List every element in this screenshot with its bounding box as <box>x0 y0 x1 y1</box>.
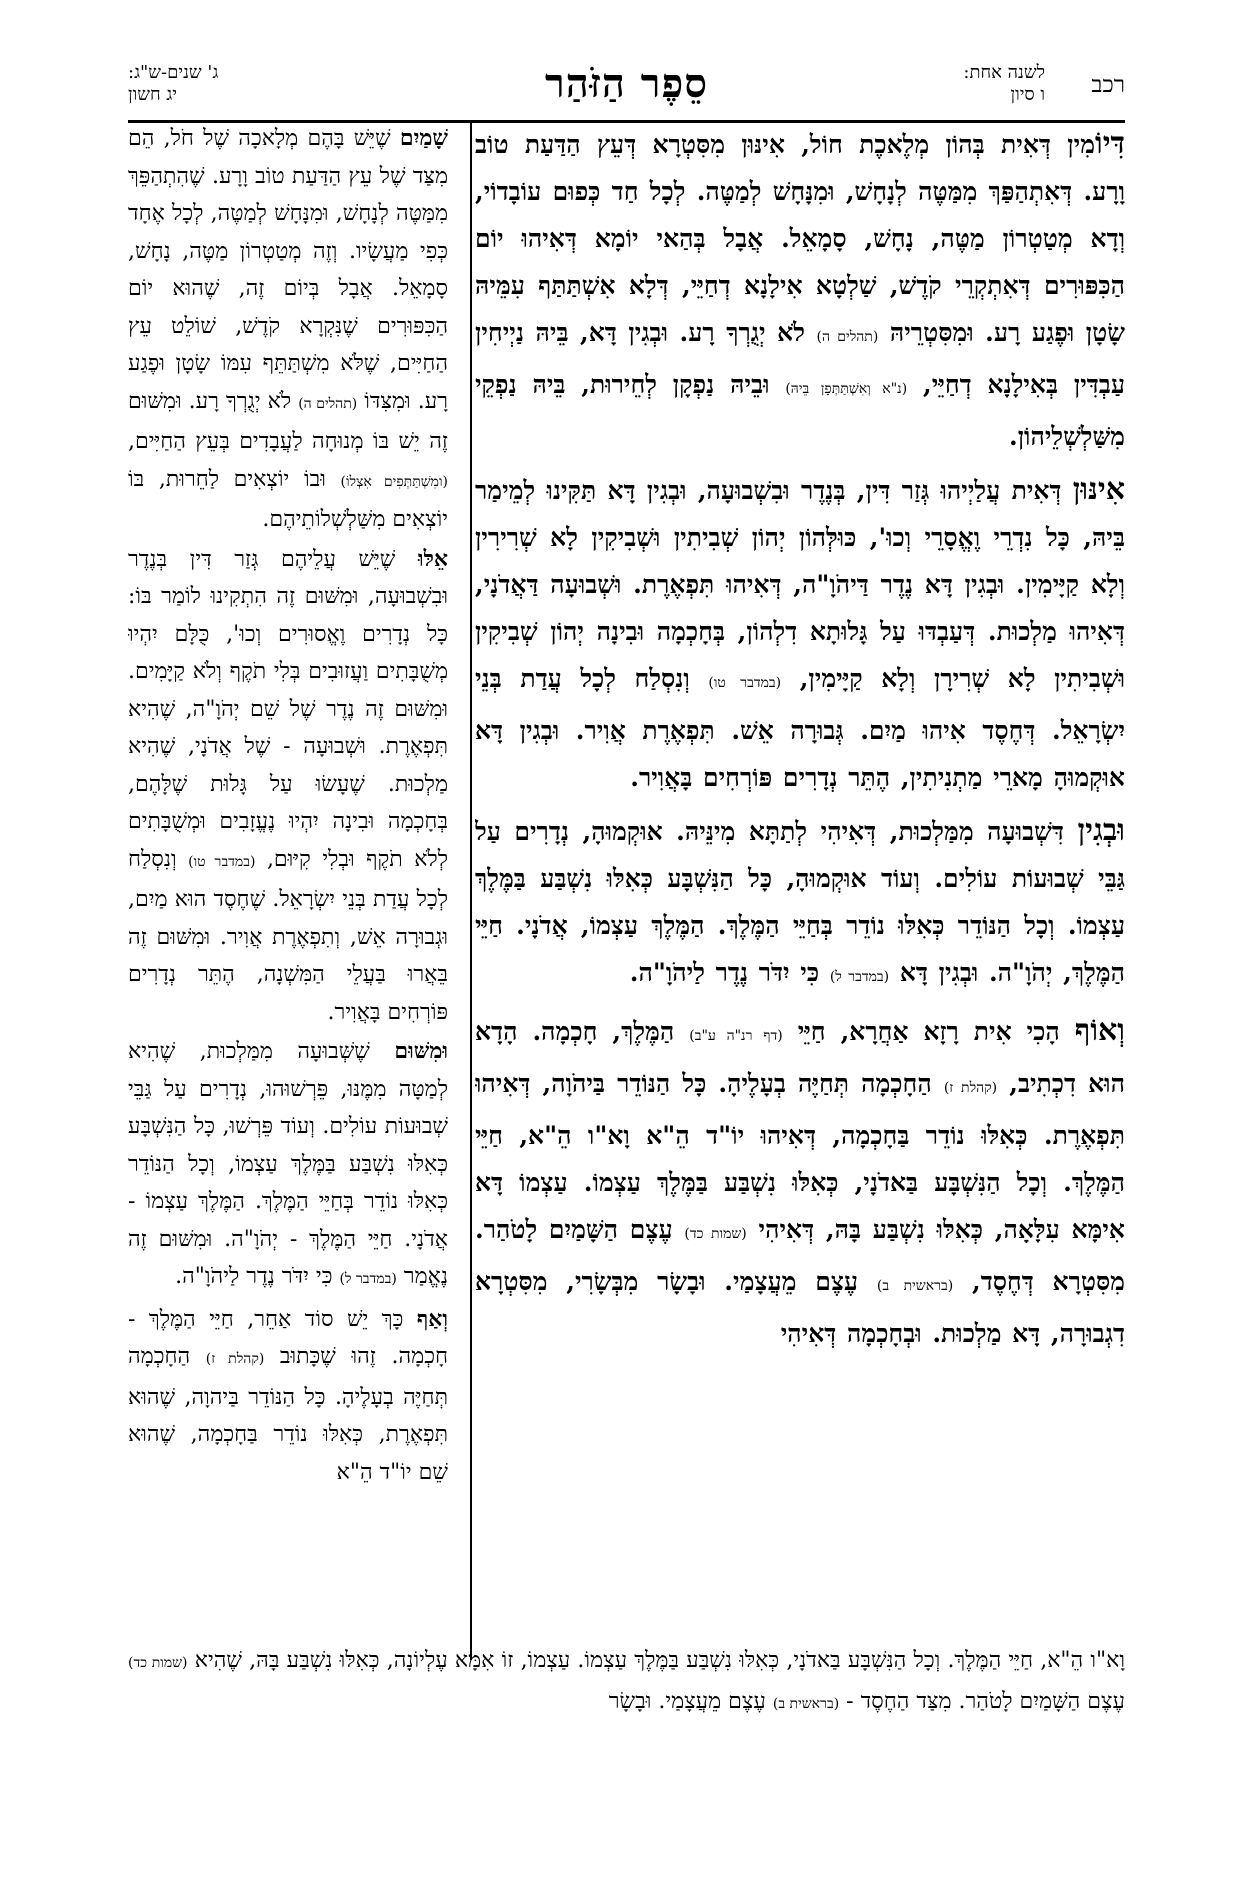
verse-reference: (תהלים ה) <box>816 329 879 345</box>
verse-reference: (שמות כד) <box>128 1655 188 1671</box>
verse-reference: (תהלים ה) <box>298 395 358 412</box>
verse-reference: (שמות כד) <box>684 1226 747 1242</box>
folio-reference: (דף רנ"ה ע"ב) <box>689 1028 783 1044</box>
side-paragraph-2: אֵלּוּ שֶׁיֵּשׁ עֲלֵיהֶם גְּזַר דִּין בְּנֶדֶר וּבִשְׁבוּעָה, וּמִשּׁוּם זֶה הִתְקִינוּ לוֹמַר בּוֹ: כָּל נְדָרִים וֶאֱסוּרִים וְכוּ', כֻּלָּם יִהְיוּ מְשֻׁבָּתִים וַעֲזוּבִים בְּלִי תֹקֶף וְלֹא קַיָּמִים. וּמִשּׁוּם זֶה נֶדֶר שֶׁל שֵׁם יְהֹוָ"ה, שֶׁהִיא תִּפְאֶרֶת. וּשְׁבוּעָה - שֶׁל אֲדֹנָי, שֶׁהִיא מַלְכוּת. שֶׁעָשׂוּ עַל גָּלוּת שֶׁלָּהֶם, בְּחָכְמָה וּבִינָה יִהְיוּ נֶעֱזָבִים וּמְשֻׁבָּתִים לְלֹא תֹקֶף וּבְלִי קִיּוּם, (במדבר טו) וְנִסְלַח לְכָל עֲדַת בְּנֵי יִשְׂרָאֵל. שֶׁחֶסֶד הוּא מַיִם, וּגְבוּרָה אֵשׁ, וְתִפְאֶרֶת אֲוִיר. וּמִשּׁוּם זֶה בֵּאֲרוּ בַּעֲלֵי הַמִּשְׁנָה, הֶתֵּר נְדָרִים פּוֹרְחִים בָּאֲוִיר. <box>128 545 448 1025</box>
main-paragraph-4: וְאוֹף הָכִי אִית רָזָא אַחֲרָא, חַיֵּי (דף רנ"ה ע"ב) הַמֶּלֶךְ, חָכְמָה. הָדָא הוּא דִכְתִיב, (קהלת ז) הַחָכְמָה תְּחַיֶּה בְעָלֶיהָ. כָּל הַנּוֹדֵר בַּיהֹוָה, דְּאִיהוּ תִּפְאֶרֶת. כְּאִלּוּ נוֹדֵר בַּחָכְמָה, דְּאִיהוּ יוֹ"ד הֵ"א וָא"ו הֵ"א, חַיֵּי הַמֶּלֶךְ. וְכָל הַנִּשְׁבָּע בַּאדֹנָי, כְּאִלּוּ נִשְׁבַּע בַּמֶּלֶךְ עַצְמוֹ. עַצְמוֹ דָּא אִימָּא עִלָּאָה, כְּאִלּוּ נִשְׁבַּע בָּהּ, דְּאִיהִי (שמות כד) עֶצֶם הַשָּׁמַיִם לָטֹהַר. מִסִּטְרָא דְּחֶסֶד, (בראשית ב) עֶצֶם מֵעֲצָמַי. וּבָשָׂר מִבְּשָׂרִי, מִסִּטְרָא דִגְבוּרָה, דָּא מַלְכוּת. וּבְחָכְמָה דְּאִיהִי <box>475 1013 1125 1348</box>
verse-reference: (קהלת ז) <box>205 1351 265 1367</box>
paragraph-lead-word: וְאוֹף <box>1074 1013 1125 1048</box>
paragraph-lead-word: אִינּוּן <box>1072 472 1125 507</box>
aramaic-column <box>475 120 1125 1620</box>
bottom-paragraph: וָא"ו הֵ"א, חַיֵּי הַמֶּלֶךְ. וְכָל הַנִּשְׁבָּע בַּאדֹנָי, כְּאִלּוּ נִשְׁבַּע בַּמֶּלֶךְ עַצְמוֹ. עַצְמוֹ, זוֹ אִמָּא עֶלְיוֹנָה, כְּאִלּוּ נִשְׁבַּע בָּהּ, שֶׁהִיא (שמות כד) עֶצֶם הַשָּׁמַיִם לָטֹהַר. מִצַּד הַחֶסֶד - (בראשית ב) עֶצֶם מֵעֲצָמַי. וּבָשָׂר <box>128 1648 1125 1714</box>
side-paragraph-1: שָׁמַיִם שֶׁיֵּשׁ בָּהֶם מְלָאכָה שֶׁל חֹל, הֵם מִצַּד שֶׁל עֵץ הַדַּעַת טוֹב וָרָע. שֶׁהִתְהַפֵּךְ מִמַּטֶּה לְנָחָשׁ, וּמִנָּחָשׁ לְמַטֶּה, לְכָל אֶחָד כְּפִי מַעֲשָׂיו. וְזֶה מְטַטְרוֹן מַטֶּה, נָחָשׁ, סָמָאֵל. אֲבָל בְּיוֹם זֶה, שֶׁהוּא יוֹם הַכִּפּוּרִים שֶׁנִּקְרָא קֹדֶשׁ, שׁוֹלֵט עֵץ הַחַיִּים, שֶׁלֹּא מִשְׁתַּתֵּף עִמּוֹ שָׂטָן וּפֶגַע רָע. וּמִצִּדּוֹ (תהלים ה) לֹא יְגֻרְךָ רָע. וּמִשּׁוּם זֶה יֵשׁ בּוֹ מְנוּחָה לַעֲבָדִים בְּעֵץ הַחַיִּים, (ומִשְׁתַּתְּפִים אִצְלוֹ) וּבוֹ יוֹצְאִים לַחֵרוּת, בּוֹ יוֹצְאִים מִשַּׁלְשְׁלוֹתֵיהֶם. <box>128 125 448 532</box>
column-divider <box>470 120 472 1660</box>
schedule-three-years: ג' שנים-ש"ג: <box>128 62 219 83</box>
paragraph-lead-word: וּמִשּׁוּם <box>394 1038 448 1064</box>
alternate-reading: (נ"א וְאִשְׁתַּתְּפָן בֵּיהּ) <box>785 381 908 397</box>
bottom-continuation <box>128 1642 1125 1742</box>
verse-reference: (במדבר טו) <box>188 853 256 870</box>
schedule-one-year: לשנה אחת: <box>963 62 1045 83</box>
schedule-one-year-date: ו סיון <box>1010 84 1045 105</box>
side-paragraph-3: וּמִשּׁוּם שֶׁשְּׁבוּעָה מִמַּלְכוּת, שֶׁהִיא לְמַטָּה מִמֶּנּוּ, פֵּרְשׁוּהוּ, נְדָרִים עַל גַּבֵּי שְׁבוּעוֹת עוֹלִים. וְעוֹד פֵּרְשׁוּ, כָּל הַנִּשְׁבָּע כְּאִלּוּ נִשְׁבַּע בַּמֶּלֶךְ עַצְמוֹ, וְכָל הַנּוֹדֵר כְּאִלּוּ נוֹדֵר בְּחַיֵּי הַמֶּלֶךְ. הַמֶּלֶךְ עַצְמוֹ - אֲדֹנָי. חַיֵּי הַמֶּלֶךְ - יְהֹוָ"ה. וּמִשּׁוּם זֶה נֶאֱמַר (במדבר ל) כִּי יִדֹּר נֶדֶר לַיהֹוָ"ה. <box>128 1038 448 1289</box>
main-paragraph-3: וּבְגִין דִּשְׁבוּעָה מִמַּלְכוּת, דְּאִיהִי לְתַתָּא מִינֵּיהּ. אוּקְמוּהָ, נְדָרִים עַל גַּבֵּי שְׁבוּעוֹת עוֹלִים. וְעוֹד אוּקְמוּהָ, כָּל הַנִּשְׁבָּע כְּאִלּוּ נִשְׁבַּע בַּמֶּלֶךְ עַצְמוֹ. וְכָל הַנּוֹדֵר כְּאִלּוּ נוֹדֵר בְּחַיֵּי הַמֶּלֶךְ. הַמֶּלֶךְ עַצְמוֹ, אֲדֹנָי. חַיֵּי הַמֶּלֶךְ, יְהֹוָ"ה. וּבְגִין דָּא (במדבר ל) כִּי יִדֹּר נֶדֶר לַיהֹוָ"ה. <box>475 813 1125 987</box>
verse-reference: (בראשית ב) <box>772 1695 840 1712</box>
paragraph-lead-word: וְאַף <box>416 1305 448 1332</box>
hebrew-translation-column <box>128 120 448 1620</box>
paragraph-lead-word: שָׁמַיִם <box>399 125 448 151</box>
verse-reference: (בראשית ב) <box>876 1278 954 1294</box>
verse-reference: (במדבר ל) <box>339 1271 397 1287</box>
page-header <box>128 60 1125 122</box>
paragraph-lead-word: דִּיוֹ <box>1095 126 1125 161</box>
three-year-schedule <box>128 62 218 106</box>
verse-reference: (במדבר טו) <box>708 675 782 691</box>
main-paragraph-2: אִינּוּן דְּאִית עֲלַיְיהוּ גְּזַר דִּין, בְּנֶדֶר וּבִשְׁבוּעָה, וּבְגִין דָּא תַּקִּינוּ לְמֵימַר בֵּיהּ, כָּל נִדְרֵי וֶאֱסָרֵי וְכוּ', כּוּלְּהוֹן יְהוֹן שְׁבִיתִין וּשְׁבִיקִין לָא שְׁרִירִין וְלָא קַיָּימִין. וּבְגִין דָּא נֶדֶר דַּיהֹוָ"ה, דְּאִיהוּ תִּפְאֶרֶת. וּשְׁבוּעָה דַּאֲדֹנָי, דְּאִיהוּ מַלְכוּת. דְּעַבְדּוּ עַל גָּלוּתָא דִלְהוֹן, בְּחָכְמָה וּבִינָה יְהוֹן שְׁבִיקִין וּשְׁבִיתִין לָא שְׁרִירָן וְלָא קַיָּימִין, (במדבר טו) וְנִסְלַח לְכָל עֲדַת בְּנֵי יִשְׂרָאֵל. דְּחֶסֶד אִיהוּ מַיִם. גְּבוּרָה אֵשׁ. תִּפְאֶרֶת אֲוִיר. וּבְגִין דָּא אוּקְמוּהָ מָארֵי מַתְנִיתִין, הֶתֵּר נְדָרִים פּוֹרְחִים בָּאֲוִיר. <box>475 472 1125 792</box>
page-number: רכב <box>1091 72 1125 98</box>
paragraph-lead-word: אֵלּוּ <box>417 545 448 572</box>
paragraph-lead-word: וּבְגִין <box>1077 813 1125 848</box>
verse-reference: (במדבר ל) <box>829 969 890 985</box>
main-paragraph-1: דִּיוֹמִין דְּאִית בְּהוֹן מְלֶאכֶת חוֹל, אִינּוּן מִסִּטְרָא דְּעֵץ הַדַּעַת טוֹב וָרָע. דְּאִתְהַפַּךְ מִמַּטֶּה לְנָחָשׁ, וּמִנָּחָשׁ לְמַטֶּה. לְכָל חַד כְּפוּם עוֹבָדוֹי, וְדָא מְטַטְרוֹן מַטֶּה, נָחָשׁ, סָמָאֵל. אֲבָל בְּהַאי יוֹמָא דְּאִיהוּ יוֹם הַכִּפּוּרִים דְּאִתְקְרֵי קֹדֶשׁ, שַׁלְטָא אִילָנָא דְחַיֵּי, דְּלָא אִשְׁתַּתַּף עִמֵּיהּ שָׂטָן וּפֶגַע רָע. וּמִסִּטְרֵיהּ (תהלים ה) לֹא יְגֻרְךָ רָע. וּבְגִין דָּא, בֵּיהּ נַיְיחִין עַבְדִּין בְּאִילָנָא דְחַיֵּי, (נ"א וְאִשְׁתַּתְּפָן בֵּיהּ) וּבֵיהּ נַפְקָן לְחֵירוּת, בֵּיהּ נַפְקֵי מִשַּׁלְשְׁלֵיהוֹן. <box>475 126 1125 451</box>
side-paragraph-4: וְאַף כָּךְ יֵשׁ סוֹד אַחֵר, חַיֵּי הַמֶּלֶךְ - חָכְמָה. זֶהוּ שֶׁכָּתוּב (קהלת ז) הַחָכְמָה תְּחַיֶּה בְעָלֶיהָ. כָּל הַנּוֹדֵר בַּיהוָה, שֶׁהוּא תִּפְאֶרֶת, כְּאִלּוּ נוֹדֵר בַּחָכְמָה, שֶׁהוּא שֵׁם יוֹ"ד הֵ"א <box>128 1305 448 1485</box>
verse-reference: (קהלת ז) <box>943 1080 998 1096</box>
alternate-reading: (ומִשְׁתַּתְּפִים אִצְלוֹ) <box>340 473 448 490</box>
book-title: סֵפֶר הַזֹּהַר <box>545 60 708 107</box>
schedule-three-years-date: יג חשון <box>128 84 177 105</box>
